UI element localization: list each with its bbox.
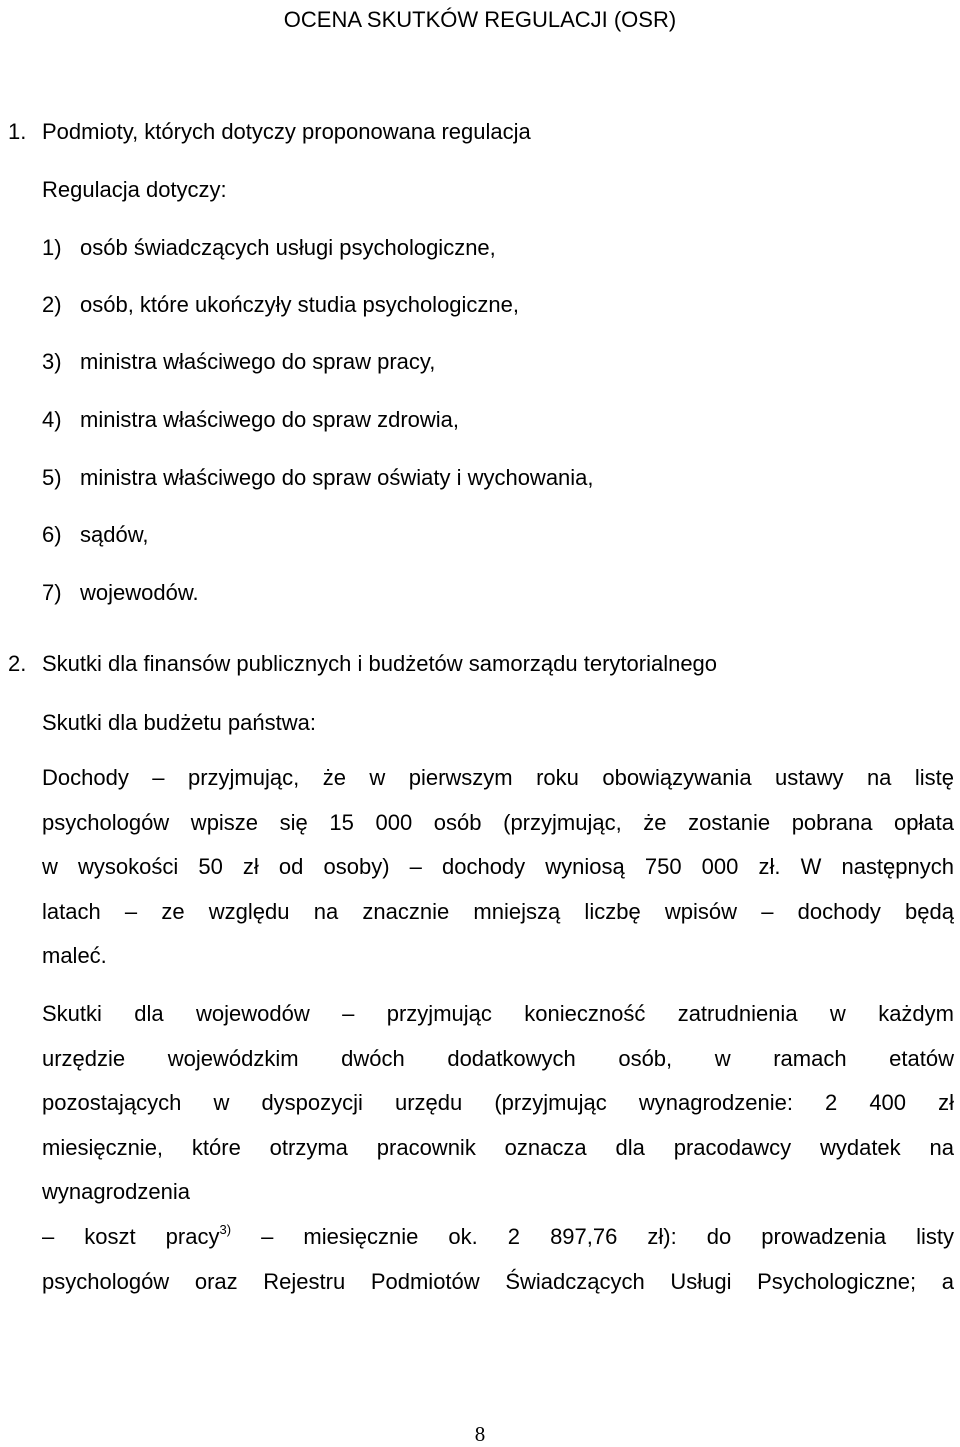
- paragraph-line: miesięcznie, które otrzyma pracownik oznacza dla pracodawcy wydatek na: [42, 1134, 954, 1160]
- section-2-intro: Skutki dla budżetu państwa:: [42, 710, 316, 735]
- section-1-number: 1.: [8, 119, 27, 144]
- paragraph-revenue: [42, 756, 954, 979]
- list-item-number: 1): [42, 235, 62, 260]
- list-item-number: 3): [42, 349, 62, 374]
- list-item-text: ministra właściwego do spraw zdrowia,: [80, 407, 460, 432]
- paragraph-line: psychologów wpisze się 15 000 osób (przyjmując, że zostanie pobrana opłata: [42, 809, 954, 835]
- paragraph-line: pozostających w dyspozycji urzędu (przyjmując wynagrodzenie: 2 400 zł: [42, 1090, 954, 1116]
- list-item-text: ministra właściwego do spraw oświaty i wychowania,: [80, 465, 594, 490]
- paragraph-voivodes: [42, 992, 954, 1304]
- list-item: [42, 406, 459, 434]
- section-1-heading: [8, 118, 531, 146]
- footnote-ref: 3): [219, 1221, 232, 1237]
- list-item-text: sądów,: [80, 522, 149, 547]
- list-item: [42, 234, 496, 262]
- paragraph-line: psychologów oraz Rejestru Podmiotów Świadczących Usługi Psychologiczne; a: [42, 1268, 954, 1294]
- list-item-text: ministra właściwego do spraw pracy,: [80, 349, 436, 374]
- cost-text: – koszt pracy: [42, 1223, 220, 1249]
- list-item-text: osób, które ukończyły studia psychologiczne,: [80, 292, 520, 317]
- section-2-heading-text: Skutki dla finansów publicznych i budżetów samorządu terytorialnego: [42, 651, 718, 676]
- document-title: OCENA SKUTKÓW REGULACJI (OSR): [283, 7, 677, 32]
- paragraph-line: Dochody – przyjmując, że w pierwszym roku obowiązywania ustawy na listę: [42, 765, 954, 790]
- paragraph-line: latach – ze względu na znacznie mniejszą liczbę wpisów – dochody będą: [42, 898, 954, 924]
- paragraph-line-cost: [42, 1215, 954, 1260]
- list-item-number: 6): [42, 522, 62, 547]
- section-2-number: 2.: [8, 651, 27, 676]
- list-item-number: 4): [42, 407, 62, 432]
- paragraph-line: wynagrodzenia: [42, 1179, 190, 1205]
- paragraph-line: urzędzie wojewódzkim dwóch dodatkowych osób, w ramach etatów: [42, 1045, 954, 1071]
- paragraph-line: Skutki dla wojewodów – przyjmując konieczność zatrudnienia w każdym: [42, 1001, 954, 1026]
- list-item-text: osób świadczących usługi psychologiczne,: [80, 235, 496, 260]
- list-item: [42, 464, 594, 492]
- list-item: [42, 579, 199, 607]
- list-item-number: 7): [42, 580, 62, 605]
- list-item-text: wojewodów.: [80, 580, 199, 605]
- section-1-intro: Regulacja dotyczy:: [42, 177, 227, 202]
- page-number: 8: [474, 1422, 486, 1446]
- section-1-heading-text: Podmioty, których dotyczy proponowana regulacja: [42, 119, 531, 144]
- list-item-number: 2): [42, 292, 62, 317]
- list-item: [42, 521, 149, 549]
- list-item: [42, 291, 519, 319]
- paragraph-line: maleć.: [42, 943, 107, 969]
- list-item: [42, 348, 435, 376]
- cost-text-continued: – miesięcznie ok. 2 897,76 zł): do prowadzenia listy: [261, 1223, 954, 1249]
- section-2-heading: [8, 650, 717, 678]
- paragraph-line: w wysokości 50 zł od osoby) – dochody wyniosą 750 000 zł. W następnych: [42, 854, 954, 880]
- list-item-number: 5): [42, 465, 62, 490]
